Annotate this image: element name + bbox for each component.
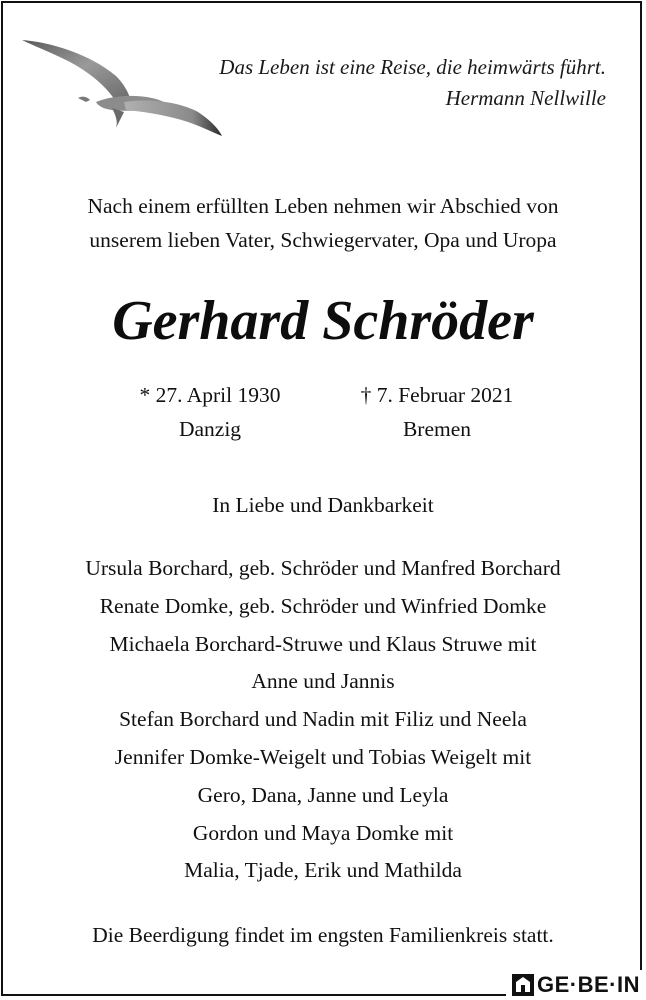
- mourners-list: [0, 550, 646, 890]
- motto-author: Hermann Nellwille: [445, 86, 606, 110]
- deceased-name: Gerhard Schröder: [112, 290, 534, 352]
- intro-text: [0, 189, 646, 257]
- birth-info: [110, 378, 310, 446]
- dedication: In Liebe und Dankbarkeit: [212, 493, 434, 517]
- list-item: Jennifer Domke-Weigelt und Tobias Weigelt mit: [114, 744, 532, 769]
- funeral-note: Die Beerdigung findet im engsten Familienkreis statt.: [92, 923, 554, 947]
- list-item: Malia, Tjade, Erik und Mathilda: [184, 858, 462, 883]
- birth-date: * 27. April 1930: [139, 383, 281, 407]
- list-item: Renate Domke, geb. Schröder und Winfried Domke: [99, 593, 547, 618]
- motto: [219, 52, 606, 114]
- seagull-icon: [20, 36, 225, 140]
- intro-line-1: Nach einem erfüllten Leben nehmen wir Abschied von: [87, 194, 559, 218]
- death-info: [332, 378, 542, 446]
- publisher-logo-text: GE·BE·IN: [537, 972, 640, 997]
- list-item: Anne und Jannis: [251, 669, 395, 694]
- intro-line-2: unserem lieben Vater, Schwiegervater, Opa und Uropa: [89, 228, 557, 252]
- list-item: Gero, Dana, Janne und Leyla: [197, 782, 449, 807]
- death-date: † 7. Februar 2021: [360, 383, 514, 407]
- list-item: Ursula Borchard, geb. Schröder und Manfred Borchard: [85, 556, 561, 580]
- birth-place: Danzig: [178, 417, 242, 441]
- publisher-logo: [506, 970, 644, 1000]
- list-item: Michaela Borchard-Struwe und Klaus Struwe mit: [109, 631, 537, 656]
- list-item: Stefan Borchard und Nadin mit Filiz und Neela: [119, 707, 527, 732]
- gebein-logo-icon: [512, 974, 534, 996]
- death-place: Bremen: [402, 417, 472, 441]
- motto-quote: Das Leben ist eine Reise, die heimwärts führt.: [219, 55, 606, 79]
- list-item: Gordon und Maya Domke mit: [192, 820, 454, 845]
